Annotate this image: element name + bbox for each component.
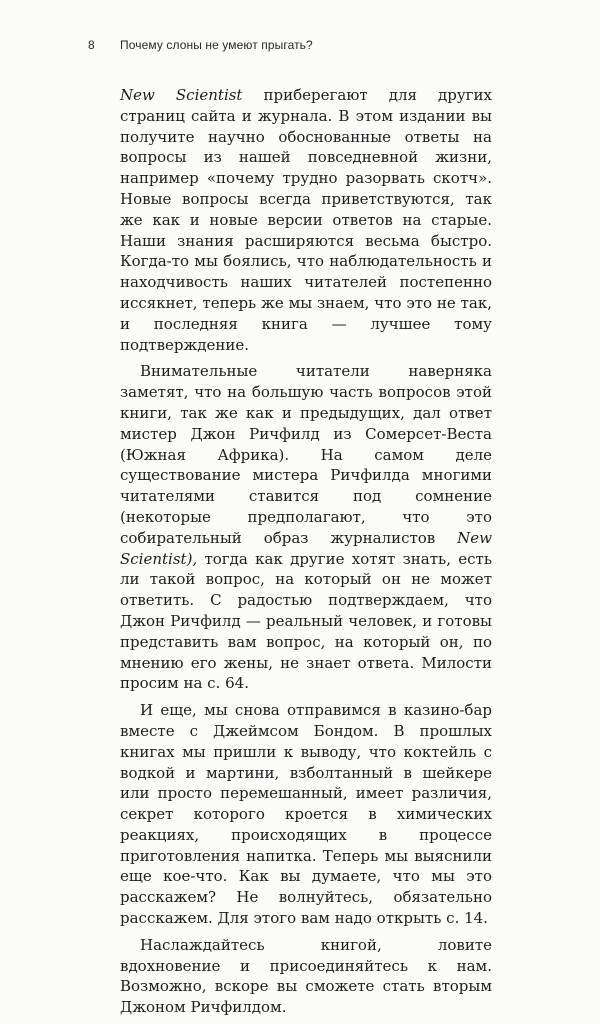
paragraph-2-text-a: Внимательные читатели наверняка заметят, что на большую часть вопросов этой книги, так же как и предыдущих, дал ответ мистер Джон Ричфилд из Сомерсет-Веста (Южная Африка). На самом деле существование мистера Ричфилда многими читателями ставится под сомнение (некоторые предполагают, что это собирательный образ журналистов	[120, 362, 492, 547]
book-title: Почему слоны не умеют прыгать?	[120, 38, 313, 52]
paragraph-3: И еще, мы снова отправимся в казино-бар вместе с Джеймсом Бондом. В прошлых книгах мы пришли к выводу, что коктейль с водкой и мартини, взболтанный в шейкере или просто перемешанный, имеет различия, секрет которого кроется в химических реакциях, происходящих в процессе приготовления напитка. Теперь мы выяснили еще кое-что. Как вы думаете, что мы это расскажем? Не волнуйтесь, обязательно расскажем. Для этого вам надо открыть с. 14.	[120, 701, 492, 928]
paragraph-2-italic: New Scientist),	[120, 528, 492, 568]
page-number: 8	[88, 38, 95, 52]
body-text	[120, 85, 492, 1024]
paragraph-1	[120, 85, 492, 355]
paragraph-2	[120, 361, 492, 694]
paragraph-2-text-b: тогда как другие хотят знать, есть ли такой вопрос, на который он не может ответить. С радостью подтверждаем, что Джон Ричфилд — реальный человек, и готовы представить вам вопрос, на который он, по мнению его жены, не знает ответа. Милости просим на с. 64.	[120, 549, 492, 693]
paragraph-1-text: приберегают для других страниц сайта и журнала. В этом издании вы получите научно обоснованные ответы на вопросы из нашей повседневной жизни, например «почему трудно разорвать скотч». Новые вопросы всегда приветствуются, так же как и новые версии ответов на старые. Наши знания расширяются весьма быстро. Когда-то мы боялись, что наблюдательность и находчивость наших читателей постепенно иссякнет, теперь же мы знаем, что это не так, и последняя книга — лучшее тому подтверждение.	[120, 86, 493, 354]
magazine-name: New Scientist	[120, 86, 243, 104]
running-head	[88, 38, 540, 52]
paragraph-4: Наслаждайтесь книгой, ловите вдохновение и присоединяйтесь к нам. Возможно, вскоре вы сможете стать вторым Джоном Ричфилдом.	[120, 935, 492, 1017]
